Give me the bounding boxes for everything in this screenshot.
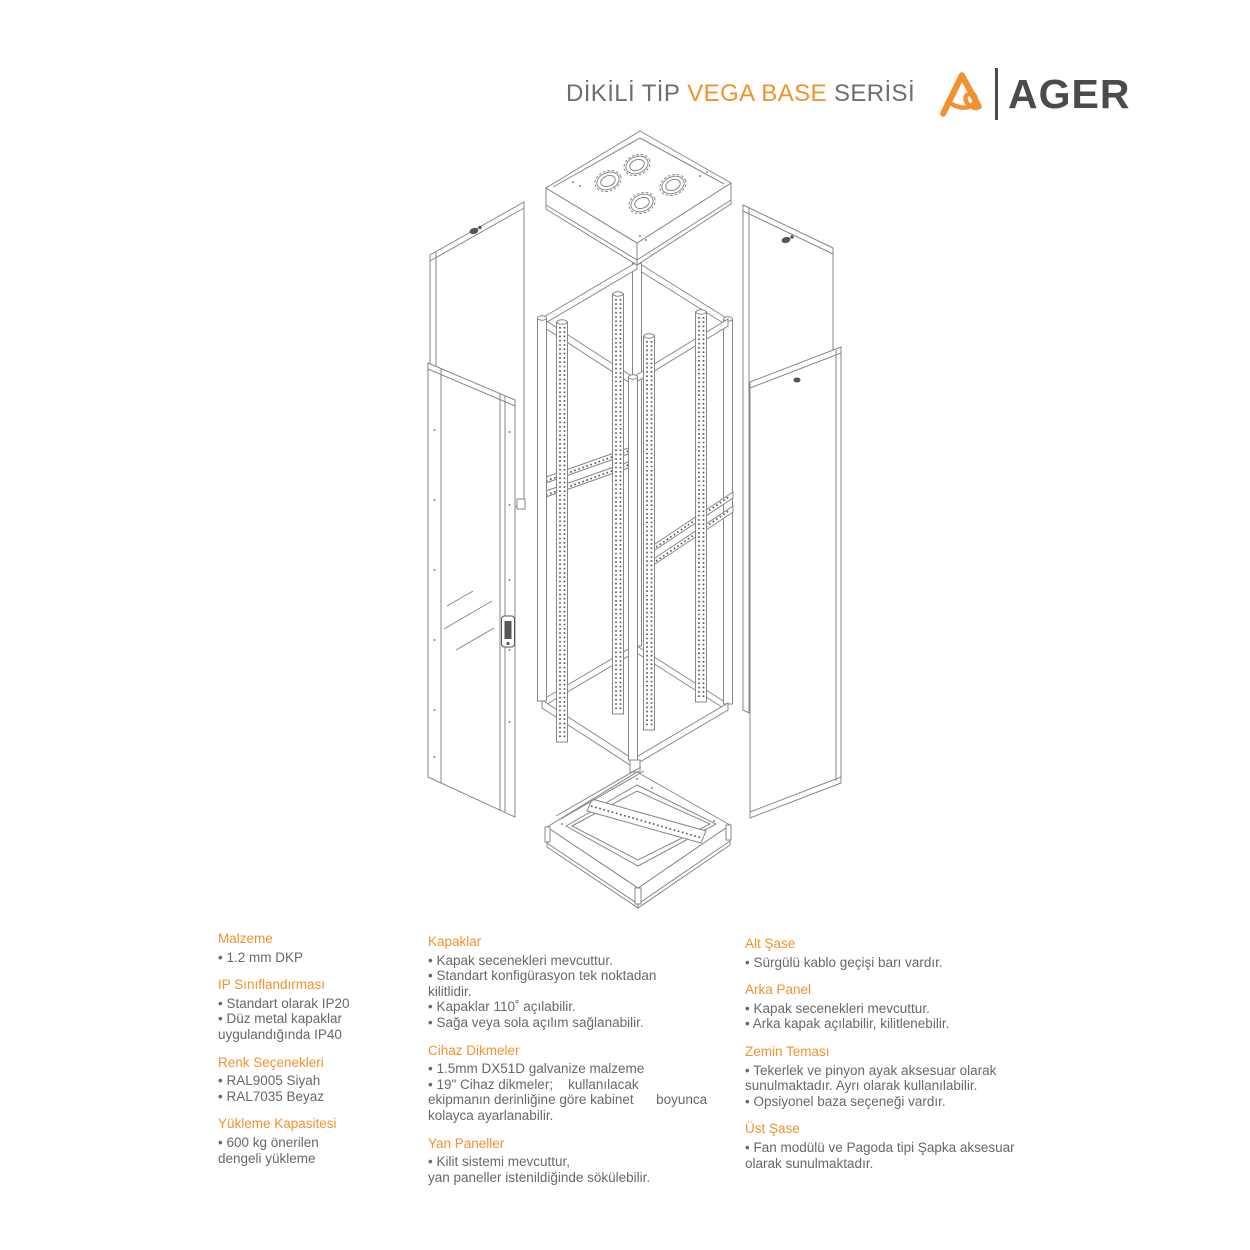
spec-line: • Standart olarak IP20: [218, 995, 350, 1011]
spec-line: • Kilit sistemi mevcuttur,: [428, 1154, 571, 1170]
spec-section: [745, 982, 1045, 1032]
spec-line: ekipmanın derinliğine göre kabinet boyunca: [428, 1092, 708, 1108]
ager-logo-icon: [937, 67, 985, 121]
rear-panel: [750, 347, 841, 818]
spec-line: • 600 kg önerilen: [218, 1134, 319, 1150]
spec-line: • Sağa veya sola açılım sağlanabilir.: [428, 1014, 644, 1030]
spec-line: sunulmaktadır. Ayrı olarak kullanılabilir.: [745, 1078, 978, 1094]
spec-section: [428, 1136, 733, 1186]
title-type: DİKİLİ TİP: [566, 80, 681, 107]
logo-divider: [995, 68, 998, 120]
spec-column-material: [218, 931, 418, 1178]
spec-heading: Zemin Teması: [745, 1043, 830, 1059]
spec-heading: Yükleme Kapasitesi: [218, 1116, 337, 1132]
spec-line: kilitlidir.: [428, 983, 472, 999]
spec-line: • 1.2 mm DKP: [218, 949, 303, 965]
spec-heading: Renk Seçenekleri: [218, 1054, 324, 1070]
spec-heading: Üst Şase: [745, 1121, 800, 1137]
spec-line: • RAL9005 Siyah: [218, 1073, 321, 1089]
spec-line: • Arka kapak açılabilir, kilitlenebilir.: [745, 1016, 950, 1032]
spec-heading: Kapaklar: [428, 934, 482, 949]
spec-section: [745, 1121, 1045, 1171]
spec-line: • Düz metal kapaklar: [218, 1011, 343, 1027]
spec-section: [218, 931, 418, 965]
spec-line: • 1.5mm DX51D galvanize malzeme: [428, 1061, 645, 1077]
spec-section: [218, 1055, 418, 1105]
brand-name: AGER: [1008, 70, 1131, 117]
title-series-word: SERİSİ: [833, 80, 916, 107]
spec-heading: Yan Paneller: [428, 1135, 505, 1151]
panel-lock-icon: [794, 378, 801, 383]
spec-line: olarak sunulmaktadır.: [745, 1155, 874, 1171]
spec-line: yan paneller istenildiğinde sökülebilir.: [428, 1169, 651, 1185]
spec-line: dengeli yükleme: [218, 1150, 316, 1166]
spec-line: • Fan modülü ve Pagoda tipi Şapka aksesuar: [745, 1139, 1015, 1155]
header: [566, 64, 1131, 124]
spec-heading: Alt Şase: [745, 936, 796, 951]
spec-section: [218, 977, 418, 1042]
spec-line: • Tekerlek ve pinyon ayak aksesuar olarak: [745, 1062, 997, 1078]
spec-line: • Opsiyonel baza seçeneği vardır.: [745, 1093, 946, 1109]
spec-heading: IP Sınıflandırması: [218, 977, 326, 993]
spec-column-chassis: [745, 936, 1045, 1183]
spec-line: • Kapak secenekleri mevcuttur.: [428, 952, 613, 968]
spec-line: • RAL7035 Beyaz: [218, 1088, 325, 1104]
rack-frame: [538, 260, 734, 772]
spec-line: • Kapak secenekleri mevcuttur.: [745, 1000, 930, 1016]
spec-line: • Standart konfigürasyon tek noktadan: [428, 968, 657, 984]
top-cover: [546, 131, 731, 265]
front-door: [428, 363, 515, 817]
spec-heading: Arka Panel: [745, 982, 812, 998]
spec-section: [218, 1116, 418, 1166]
spec-heading: Malzeme: [218, 931, 273, 946]
spec-section: [428, 1043, 733, 1124]
page-title: [566, 80, 915, 108]
exploded-rack-diagram: [400, 120, 870, 910]
spec-section: [745, 936, 1045, 970]
brand-logo: [937, 67, 1130, 121]
spec-column-doors: [428, 934, 733, 1197]
spec-line: • 19" Cihaz dikmeler; kullanılacak: [428, 1076, 639, 1092]
spec-line: • Kapaklar 110˚ açılabilir.: [428, 999, 576, 1015]
spec-line: • Sürgülü kablo geçişi barı vardır.: [745, 954, 943, 970]
spec-section: [428, 934, 733, 1031]
spec-heading: Cihaz Dikmeler: [428, 1042, 520, 1058]
door-lock-handle-icon: [502, 616, 515, 647]
title-series-name: VEGA BASE: [687, 80, 827, 107]
bottom-base: [545, 767, 731, 908]
spec-section: [745, 1044, 1045, 1109]
spec-line: kolayca ayarlanabilir.: [428, 1107, 554, 1123]
spec-line: uygulandığında IP40: [218, 1026, 342, 1042]
